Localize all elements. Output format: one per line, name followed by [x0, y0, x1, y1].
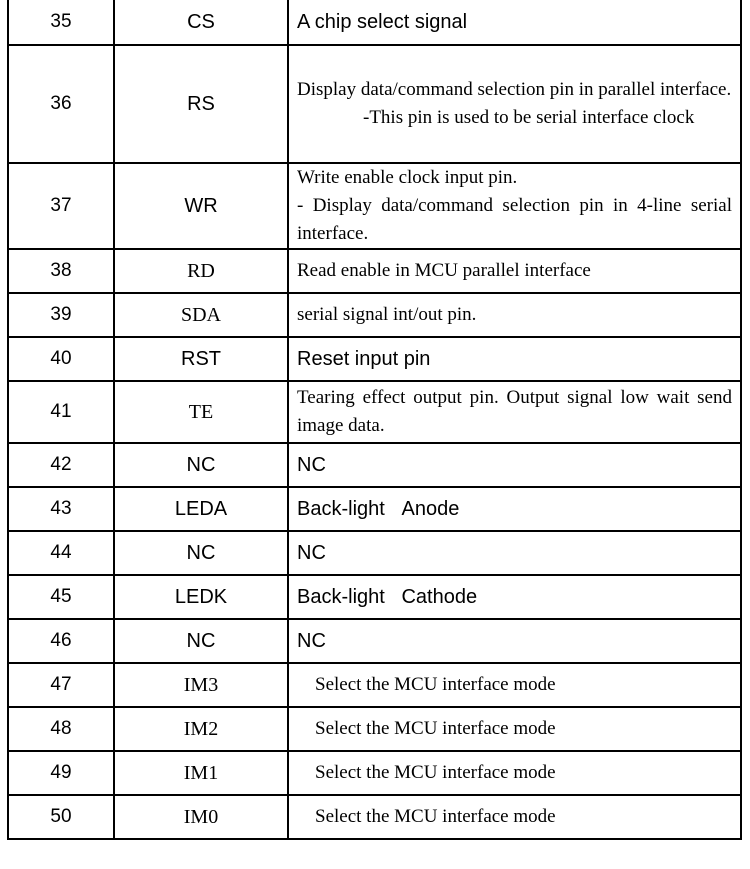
pin-number-cell: 38 — [8, 249, 114, 293]
pin-name-cell: WR — [114, 163, 288, 249]
pin-number-cell: 36 — [8, 45, 114, 163]
pin-description-cell — [288, 531, 741, 575]
table-row — [8, 337, 741, 381]
pin-name-cell: CS — [114, 0, 288, 45]
pin-name-cell: NC — [114, 443, 288, 487]
pin-name-cell: RS — [114, 45, 288, 163]
pin-description-cell — [288, 487, 741, 531]
table-row — [8, 751, 741, 795]
pin-name-cell: LEDK — [114, 575, 288, 619]
pin-description-cell — [288, 663, 741, 707]
pin-description-text: - Display data/command selection pin in 4-line serial interface. — [297, 195, 732, 244]
pin-number-cell: 35 — [8, 0, 114, 45]
pin-description-cell — [288, 293, 741, 337]
pin-description-text: Select the MCU interface mode — [315, 806, 556, 827]
pin-description-text: Tearing effect output pin. Output signal low wait send image data. — [297, 387, 732, 436]
pin-description-text: serial signal int/out pin. — [297, 304, 477, 325]
pin-description-cell — [288, 163, 741, 249]
pin-description-text: Back-light Anode — [297, 497, 460, 520]
pin-number-cell: 47 — [8, 663, 114, 707]
pin-description-cell — [288, 443, 741, 487]
pin-number-cell: 37 — [8, 163, 114, 249]
pin-description-cell — [288, 381, 741, 443]
pin-description-cell — [288, 337, 741, 381]
table-row — [8, 443, 741, 487]
pin-description-text: NC — [297, 541, 326, 564]
table-row — [8, 531, 741, 575]
pin-name-cell: LEDA — [114, 487, 288, 531]
table-row — [8, 249, 741, 293]
pin-description-text: Write enable clock input pin. — [297, 167, 518, 188]
pin-description-text: Back-light Cathode — [297, 585, 478, 608]
table-row — [8, 0, 741, 45]
pin-number-cell: 49 — [8, 751, 114, 795]
table-row — [8, 381, 741, 443]
pin-description-cell — [288, 751, 741, 795]
pin-number-cell: 45 — [8, 575, 114, 619]
pin-table-body — [8, 0, 741, 839]
pin-number-cell: 48 — [8, 707, 114, 751]
pin-name-cell: SDA — [114, 293, 288, 337]
table-row — [8, 795, 741, 839]
table-row — [8, 487, 741, 531]
table-row — [8, 45, 741, 163]
pin-definition-table — [7, 0, 742, 840]
table-row — [8, 663, 741, 707]
pin-description-text: Select the MCU interface mode — [315, 762, 556, 783]
table-row — [8, 293, 741, 337]
pin-number-cell: 46 — [8, 619, 114, 663]
pin-description-text: Select the MCU interface mode — [315, 674, 556, 695]
pin-description-cell — [288, 707, 741, 751]
pin-description-text: Read enable in MCU parallel interface — [297, 260, 591, 281]
pin-name-cell: NC — [114, 619, 288, 663]
table-row — [8, 163, 741, 249]
pin-description-text: -This pin is used to be serial interface clock — [363, 107, 695, 128]
table-row — [8, 707, 741, 751]
pin-number-cell: 44 — [8, 531, 114, 575]
pin-name-cell: IM1 — [114, 751, 288, 795]
pin-description-cell — [288, 619, 741, 663]
pin-description-text: Display data/command selection pin in parallel interface. — [297, 79, 732, 100]
pin-name-cell: RD — [114, 249, 288, 293]
pin-name-cell: IM0 — [114, 795, 288, 839]
table-row — [8, 575, 741, 619]
pin-number-cell: 40 — [8, 337, 114, 381]
pin-number-cell: 41 — [8, 381, 114, 443]
pin-description-text: NC — [297, 453, 326, 476]
pin-name-cell: RST — [114, 337, 288, 381]
table-row — [8, 619, 741, 663]
pin-description-text: Reset input pin — [297, 347, 431, 370]
pin-number-cell: 43 — [8, 487, 114, 531]
pin-description-text: NC — [297, 629, 326, 652]
pin-description-cell — [288, 795, 741, 839]
pin-description-text: Select the MCU interface mode — [315, 718, 556, 739]
pin-number-cell: 39 — [8, 293, 114, 337]
pin-description-cell — [288, 0, 741, 45]
pin-description-cell — [288, 249, 741, 293]
pin-name-cell: IM2 — [114, 707, 288, 751]
pin-number-cell: 50 — [8, 795, 114, 839]
pin-description-cell — [288, 575, 741, 619]
pin-number-cell: 42 — [8, 443, 114, 487]
pin-description-text: A chip select signal — [297, 10, 468, 33]
pin-description-cell — [288, 45, 741, 163]
pin-name-cell: NC — [114, 531, 288, 575]
pin-name-cell: TE — [114, 381, 288, 443]
pin-name-cell: IM3 — [114, 663, 288, 707]
